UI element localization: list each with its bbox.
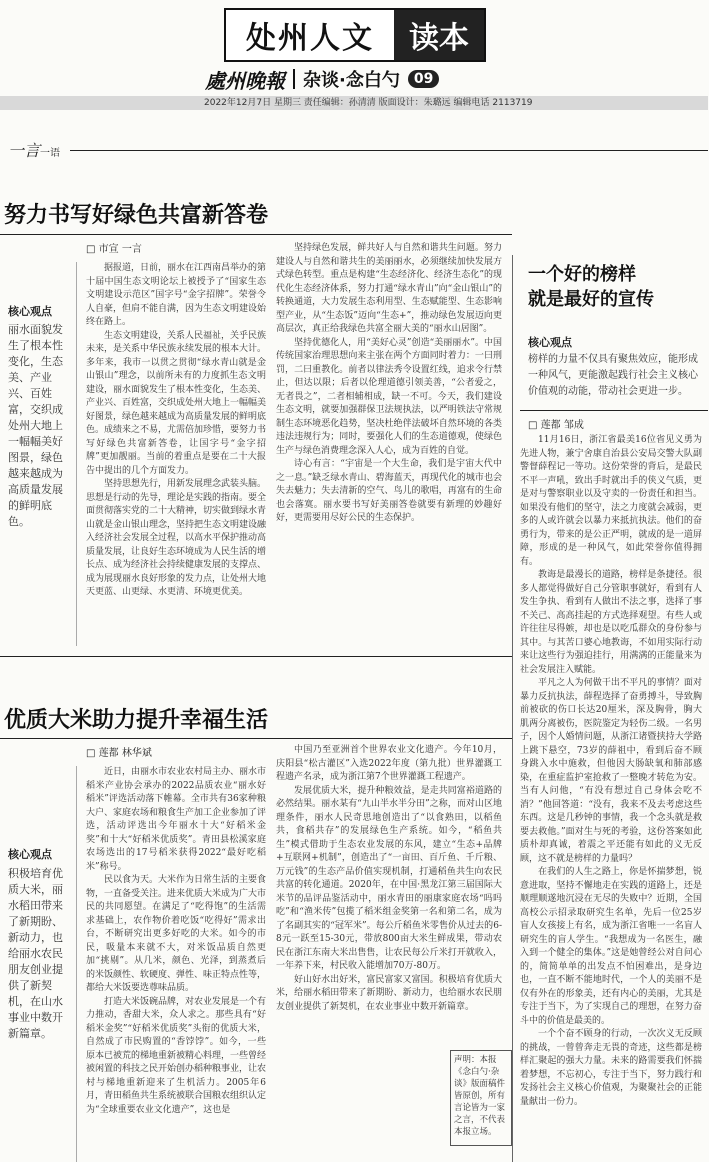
article-byline: □ 市宣 一言 [86,240,142,255]
article-title: 优质大米助力提升幸福生活 [4,708,269,733]
paragraph: 打造大米饭碗品牌，对农业发展是一个有力推动，香甜大米，众人求之。那些具有“好稻米金奖”“好稻米优质奖”头衔的优质大米，自然成了市民购置的“香饽饽”。如今，一些原本已被荒的梯地重新被精心料理，一些曾经被闲置的科技之民开始创办稻种粮事业，让农村与梯地重新迎来了生机活力。2005年6月，青田稻鱼共生系统被联合国粮农组织认定为“全球重要农业文化遗产”，这也是 [86,996,267,1115]
divider [0,234,512,235]
divider [76,766,77,1162]
divider [0,656,512,657]
paragraph: 坚持优德化人，用“美好心灵”创造“美丽丽水”。中国传统国家治理思想向来主张在两个方面同时着力：一曰刑罚，二曰重教化。前者以律法秀令设置红线，追求令行禁止，但达以限；后者以伦理道德引领美善，“公者爱之，无者畏之”，二者相辅相成，缺一不可。今天，我们建设生态文明，就要加强群保卫法规执法，以严明铁法守常规制生态环境恶化趋势，坚决杜绝伴法破坏自然环境的各类违法违规行为；同时，要强化人们的生态道德观，使绿色生产与绿色消费理念深入人心，成为百姓的自觉。 [276,337,502,456]
side-article-title-line2: 就是最好的宣传 [528,289,654,310]
key-point-text: 积极培育优质大米，丽水稻田带来了新期盼、新动力，也给丽水农民朋友创业提供了新契机，在山水事业中数开新篇章。 [8,867,63,1040]
paragraph: 11月16日，浙江省最美16位省见义勇为先进人物，兼宁舍康自治县公安局交警大队副警督薛程记一等功。这份荣誉的背后，是最民不平一声吼，致出手时就出手的侠义气质，更是对与警察职业以及守卖的一份责任和担当。如果没有他们的坚守，法之力度就会减弱，更多的人或许就会以暴力来抵抗执法。他们的奋勇行为，带来的是公正严明，就成的是一道屏障，形成的是一种风气，如此荣誉你值得拥有。 [520,435,702,567]
paragraph: 教诲是最漫长的道路，榜样是条捷径。很多人都觉得做好自己分管职事就好，看到有人发生争执、看到有人做出不法之事，选择了事不关己、高高挂起的方式选择观望。有些人或许往往尽得嫉，却也是以吃瓜群众的身份参与其中。与其苦口婆心地教诲，不如用实际行动来让这些行为强迫挂行，用满满的正能量来为社会发展注入赋能。 [520,570,702,675]
paragraph: 生态文明建设，关系人民福祉，关乎民族未来，是关系中华民族永续发展的根本大计。多年来，我市一以贯之贯彻“绿水青山就是金山银山”理念，以前所未有的力度抓生态文明建设，丽水面貌发生了根本性变化，生态美、产业兴、百姓富，交织成处州大地上一幅幅美好图景，绿色越来越成为高质量发展的鲜明底色。成绩来之不易，尤需倍加珍惜，要努力书写好绿色共富新答卷，让国字号“金字招牌”更加靓丽。当前的着重点是要在二十大报告中提出的几个方面发力。 [86,330,267,476]
key-point-text: 丽水面貌发生了根本性变化，生态美、产业兴、百姓富，交织成处州大地上一幅幅美好图景，绿色越来越成为高质量发展的鲜明底色。 [8,323,63,528]
article-title: 努力书写好绿色共富新答卷 [4,203,269,228]
subhead [205,66,439,92]
masthead-title-inverse: 读本 [394,10,484,60]
masthead [224,8,486,62]
disclaimer-text: 声明：本报《念白勺·杂谈》版面稿件皆原创，所有言论皆为一家之言，不代表本报立场。 [454,1055,506,1137]
masthead-title: 处州人文 [226,10,394,60]
side-article-body [520,434,702,1158]
article-body-col2 [276,744,502,1046]
article-body-col1 [86,262,266,646]
section-label-main: 一言 [8,141,41,160]
paragraph: 诗心有言：“宇宙是一个大生命，我们是宇宙大代中之一息。”缺乏绿水青山、碧海蓝天，再现代化的城市也会失去魅力；失去清新的空气、鸟儿的歌唱，再富有的生命也会落寞。丽水要书写好美丽答卷就要有新理的妙趣好好，更需要用尽好公民的生态保护。 [276,459,502,523]
paragraph: 发展优质大米，提升种粮效益，是走共同富裕道路的必然结果。丽水某有“九山半水半分田”之称，而对山区地理条件，丽水人民奇思地创造出了“以食熟田，以稻鱼共，食稻共存”的发展绿色生产系统。如今，“稻鱼共生”模式借助于生态农业发展的东风，建立“生态+品牌+互联网+机制”，创造出了“一亩田、百斤鱼、千斤粮、万元钱”的生态产品价值实现机制，打通稻鱼共生向农民共富的转化通道。2020年，在中国·黑龙江第三届国际大米节的品评品鉴活动中，丽水青田的丽康家庭农场“吗吗吃”和“渔米传”包揽了稻米组金奖第一名和第二名，成为了名副其实的“冠军米”。每公斤稻鱼米零售价从过去的6-8元一跃至15-30元，带放800亩大米生鲜成果，带动农民在浙江东南大米出售售，让农民每公斤米打开就收入，一年养下来，村民收入能增加70万-80万。 [276,785,502,971]
paragraph: 在我们的人生之路上，你是怀揣梦想，锐意进取，坚持不懈地走在实践的道路上，还是顺理顺遂地沉浸在无尽的失败中？近期，全国高校公示招录取研究生名单，先后一位25岁盲人女孩接上有名，成为浙江省唯一一名盲人研究生的盲人学生。“我想成为一名医生，融入到一个健全的集体。”这是她曾经公对自问心的，简简单单的出发点不怕困难出，是身边也，一直不断不能地时代，一个人的美丽不是仅有外在的形象美，还有内心的美丽，尤其是专注于当下，为了实现自己的理想，在努力奋斗中的价值是最美的。 [520,867,702,1026]
info-bar [0,96,708,110]
paragraph: 坚持思想先行，用新发展理念武装头脑。思想是行动的先导，理论是实践的指南。要全面贯彻落实党的二十大精神，切实做到绿水青山就是金山银山理念，坚持把生态文明建设融入经济社会发展全过程，以高水平保护推动高质量发展，让良好生态环境成为人民生活的增长点、成为经济社会持续健康发展的支撑点、成为展现丽水良好形象的发力点，让处州大地天更蓝、山更绿、水更清、环境更优美。 [86,479,267,597]
key-point-heading: 核心观点 [528,336,572,349]
key-point-heading: 核心观点 [8,848,52,861]
page-number-badge: 09 [408,70,439,88]
article-body-col2 [276,242,502,646]
divider [76,262,77,646]
section-label-sub: 一语 [40,148,61,159]
paragraph: 好山好水出好米，富民富家又富国。积极培育优质大米，给丽水稻田带来了新期盼、新动力，也给丽水农民朋友创业提供了新契机，在农业事业中数开新篇章。 [276,974,502,1012]
article-byline: □ 莲都 林华斌 [86,744,152,759]
divider [293,69,295,89]
section-label [8,138,60,161]
paragraph: 据报道，日前，丽水在江西南昌举办的第十届中国生态文明论坛上被授予了“国家生态文明建设示范区”国字号“金字招牌”。荣誉令人自豪，但肩不能自满，因为生态文明建设始终在路上。 [86,263,267,327]
paragraph: 中国乃至亚洲首个世界农业文化遗产。今年10月，庆阳县“松古灌区”入选2022年度（第九批）世界灌溉工程遗产名录，成为浙江第7个世界灌溉工程遗产。 [276,745,502,782]
divider [520,410,708,411]
newspaper-name: 處州晚報 [205,68,285,93]
paragraph: 一个个奋不顾身的行动，一次次义无反顾的挑战，一曾曾奔走无畏的奇迹，这些都是榜样汇聚起的强大力量。未来的路需要我们怀揣着梦想，不忘初心，专注于当下，努力践行和发扬社会主义核心价值观，为聚聚社会的正能量献出一份力。 [520,1029,702,1107]
paragraph: 民以食为天。大米作为日常生活的主要食物，一直备受关注。进来优质大米成为广大市民的共同愿望。在满足了“吃得饱”的生活需求基础上，农作物价着吃饭“吃得好”需求出台，不断研究出更多好吃的大米。如今的市民，吸量本来就不大，对米饭品质自然更加“挑剔”。从几米，颜色、光泽，到蒸煮后的米饭颜性、软硬度、弹性、味正特点性等，都给大米饭要选尊味品质。 [86,875,267,993]
divider [70,150,708,151]
key-point-heading: 核心观点 [8,305,52,318]
info-bar-text: 2022年12月7日 星期三 责任编辑：孙清清 版面设计：朱璐远 编辑电话 2113719 [204,98,533,108]
article-byline: □ 莲都 邹成 [528,416,584,431]
column-name: 杂谈·念白勺 [303,70,400,91]
key-point-text: 榜样的力量不仅具有聚焦效应，能形成一种风气，更能激起践行社会主义核心价值观的动能，带动社会更进一步。 [528,354,698,397]
paragraph: 坚持绿色发展，鲜共好人与自然和谐共生问题。努力建设人与自然和谐共生的美丽丽水，必须继续加快发展方式绿色转型。重点是构建“生态经济化、经济生态化”的现代化生态经济体系，努力打通“绿水青山”向“金山银山”的转换通道，大力发展生态利用型、生态赋能型、生态影响型产业，从“生态饭”迈向“生态+”，推动绿色发展迈向更高层次，真正给我绿色共富全丽大美的“丽水山居图”。 [276,243,502,334]
paragraph: 平凡之人为何做干出不平凡的事情？面对暴力反抗执法，薛程选择了奋勇搏斗，导致胸前被砍的伤口长达20厘米，深及胸骨，胸大肌两分离被伤，医院鉴定为轻伤二级。一名男子，因个人婚情问题，从浙江诸暨挟持大学路上跳下悬空，73岁的薛祖中，看到后奋不顾身跳入水中施救，但他因大肠缺氧和肺部感染，在重症监护室抢救了一整晚才转危为安。当有人问他，“有没有想过自己身体会吃不消？”他回答道：“没有，我来不及去考虑这些东西。这是几秒钟的事情，我一个念头就是救要去救他。”面对生与死的考验，这份答案如此质朴却真诚，着震之平还能有如此的义无反顾，这不就是榜样的力量吗？ [520,678,702,864]
divider [0,738,512,739]
disclaimer-box [450,1050,512,1146]
paragraph: 近日，由丽水市农业农村局主办、丽水市稻米产业协会承办的2022品质农业“丽水好稻米”评选活动落下帷幕。全市共有36家种粮大户、家庭农场和粮食生产加工企业参加了评选，活动评选出今年丽水十大“好稻米金奖”和十大“好稻米优质奖”。青田县松溪家庭农场选出的17号稻米获得2022“最好吃稻米”称号。 [86,767,267,872]
article-body-col1 [86,766,266,1162]
side-article-title-line1: 一个好的榜样 [528,264,636,285]
